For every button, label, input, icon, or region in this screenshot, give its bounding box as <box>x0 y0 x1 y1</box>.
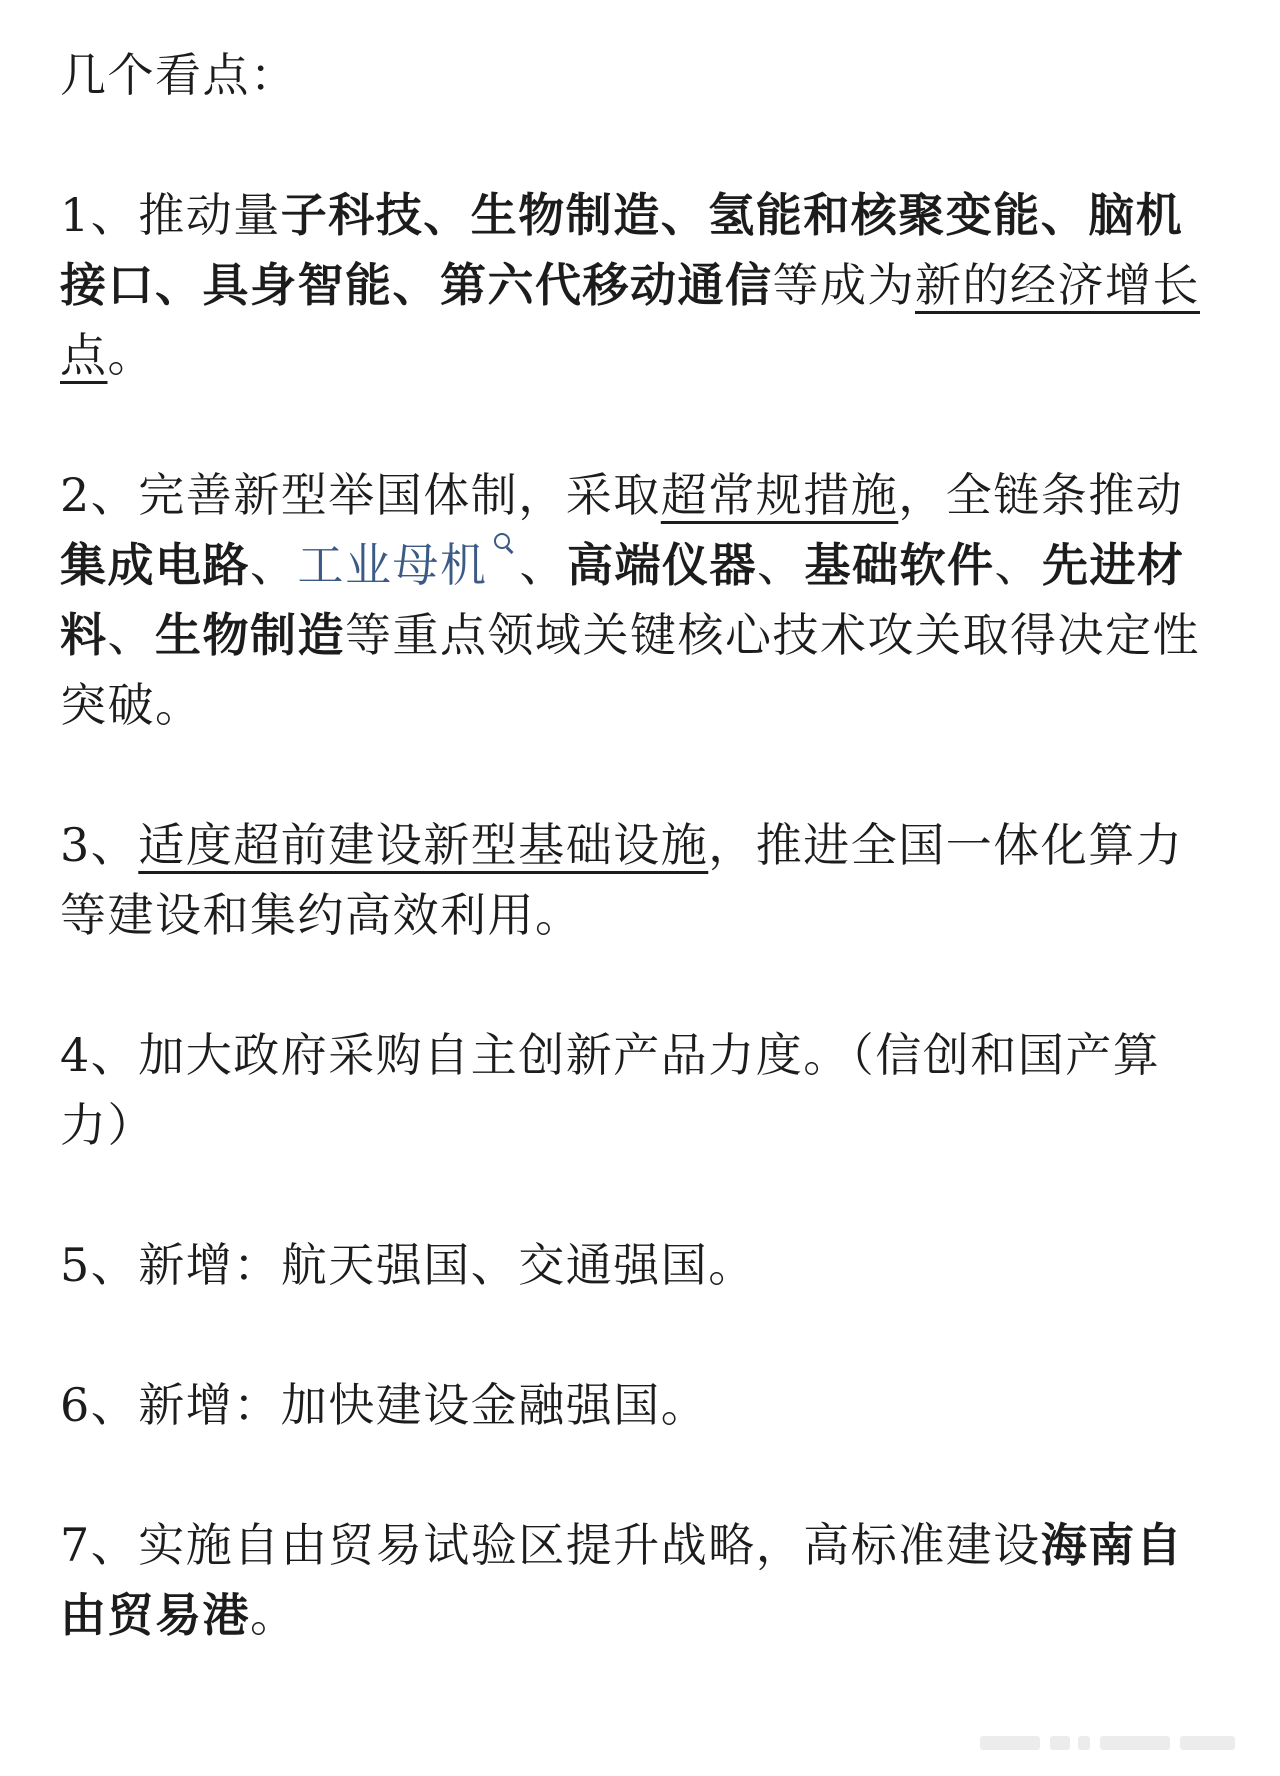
underlined-phrase: 超常规措施 <box>660 468 899 522</box>
text-segment: 等重点领域关键核心技术攻关取得决定性突破。 <box>60 608 1200 732</box>
point-number: 2 <box>60 468 91 522</box>
watermark-image <box>980 1728 1240 1758</box>
underlined-phrase: 适度超前建设新型基础设施 <box>138 818 709 872</box>
text-segment: 、 <box>250 538 298 592</box>
text-segment: ，推进全国一体化算力等建设和集约高效利用。 <box>60 818 1184 942</box>
bold-keyword: 子科技、生物制造、氢能和核聚变能、脑机接口、具身智能、第六代移动通信 <box>60 188 1184 312</box>
text-segment: 等成为 <box>772 258 915 312</box>
text-segment: 、新增：航天强国、交通强国。 <box>90 1238 756 1292</box>
text-segment: 、完善新型举国体制，采取 <box>90 468 661 522</box>
search-icon[interactable] <box>492 533 514 555</box>
text-segment: 、加大政府采购自主创新产品力度。（信创和国产算力） <box>60 1028 1161 1152</box>
text-segment: 。 <box>107 328 155 382</box>
text-segment: 、推动量 <box>90 188 281 242</box>
point-item-4 <box>60 1020 1210 1160</box>
point-list <box>60 180 1210 1650</box>
point-number: 4 <box>60 1028 91 1082</box>
search-link-keyword[interactable]: 工业母机 <box>297 538 488 592</box>
bold-keyword: 基础软件 <box>804 538 995 592</box>
underlined-phrase: 新的经济增长点 <box>60 258 1200 382</box>
point-number: 3 <box>60 818 91 872</box>
text-segment: 、 <box>994 538 1042 592</box>
text-segment: 、 <box>757 538 805 592</box>
bold-keyword: 集成电路 <box>60 538 250 592</box>
point-number: 6 <box>60 1378 91 1432</box>
point-number: 1 <box>60 188 91 242</box>
point-item-5 <box>60 1230 1210 1300</box>
point-number: 7 <box>60 1518 91 1572</box>
point-item-2 <box>60 460 1210 740</box>
text-segment: 、 <box>519 538 567 592</box>
text-segment: 、 <box>107 608 155 662</box>
bold-keyword: 先进材料 <box>60 538 1185 662</box>
text-segment: 。 <box>250 1588 298 1642</box>
point-item-7 <box>60 1510 1210 1650</box>
text-segment: 、新增：加快建设金融强国。 <box>90 1378 709 1432</box>
page-title: 几个看点： <box>60 48 298 102</box>
point-item-6 <box>60 1370 1210 1440</box>
article-body <box>60 40 1210 1650</box>
bold-keyword: 海南自由贸易港 <box>60 1518 1184 1642</box>
point-item-3 <box>60 810 1210 950</box>
text-segment: 、实施自由贸易试验区提升战略，高标准建设 <box>90 1518 1041 1572</box>
bold-keyword: 高端仪器 <box>567 538 757 592</box>
point-number: 5 <box>60 1238 91 1292</box>
text-segment: ，全链条推动 <box>898 468 1184 522</box>
text-segment: 、 <box>90 818 139 872</box>
bold-keyword: 生物制造 <box>155 608 345 662</box>
point-item-1 <box>60 180 1210 390</box>
